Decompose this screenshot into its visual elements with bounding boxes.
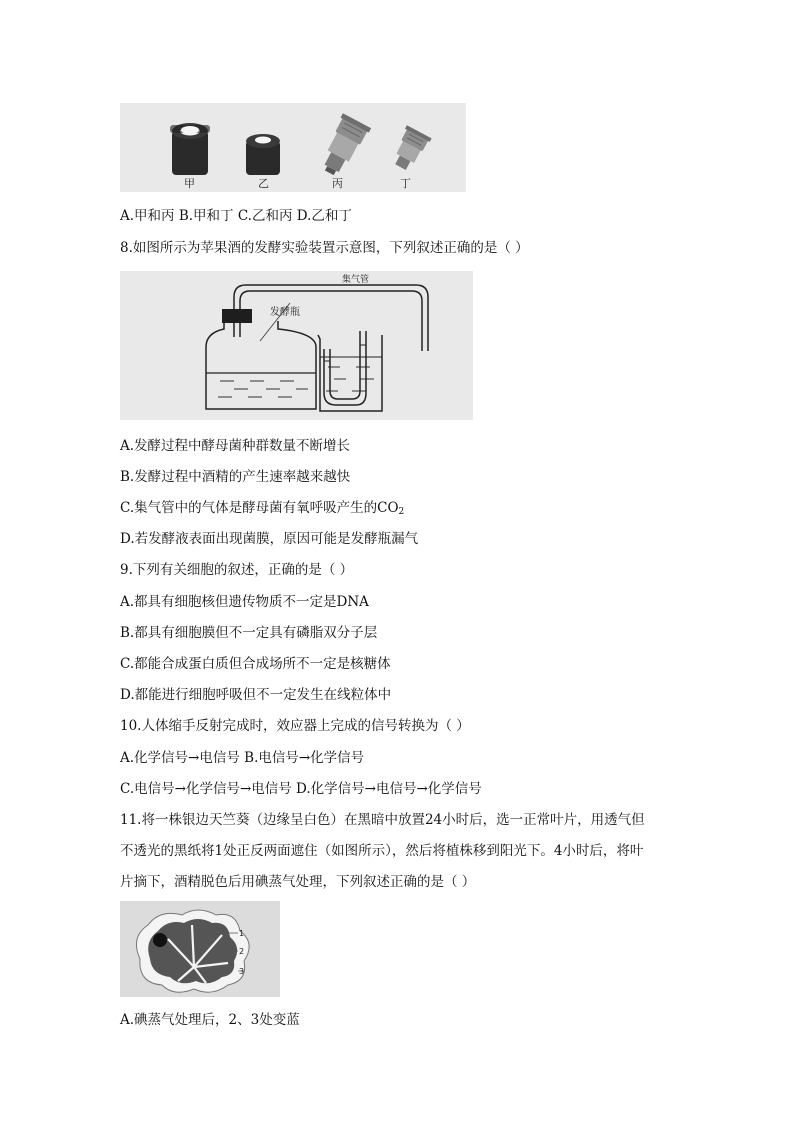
q11-stem-line1: 11.将一株银边天竺葵（边缘呈白色）在黑暗中放置24小时后，选一正常叶片，用透气但 bbox=[120, 812, 645, 828]
figure-fermentation-apparatus bbox=[120, 271, 473, 420]
q8-option-d: D.若发酵液表面出现菌膜，原因可能是发酵瓶漏气 bbox=[120, 531, 419, 547]
q9-stem: 9.下列有关细胞的叙述，正确的是（ ） bbox=[120, 562, 354, 578]
figure-leaf bbox=[120, 901, 280, 997]
label-ding: 丁 bbox=[400, 177, 411, 190]
label-yi: 乙 bbox=[258, 177, 269, 190]
q8-option-a: A.发酵过程中酵母菌种群数量不断增长 bbox=[120, 438, 351, 454]
q11-option-a: A.碘蒸气处理后，2、3处变蓝 bbox=[120, 1012, 300, 1028]
q7-options: A.甲和丙 B.甲和丁 C.乙和丙 D.乙和丁 bbox=[120, 208, 352, 224]
q10-options-ab: A.化学信号→电信号 B.电信号→化学信号 bbox=[120, 750, 365, 766]
q11-stem-line3: 片摘下，酒精脱色后用碘蒸气处理，下列叙述正确的是（ ） bbox=[120, 874, 476, 890]
q11-stem-line2: 不透光的黑纸将1处正反两面遮住（如图所示），然后将植株移到阳光下。4小时后，将叶 bbox=[120, 843, 644, 859]
leaf-label-1: 1 bbox=[239, 929, 245, 938]
leaf-label-3: 3 bbox=[239, 967, 245, 976]
q9-option-d: D.都能进行细胞呼吸但不一定发生在线粒体中 bbox=[120, 687, 392, 703]
objective-ding-icon bbox=[388, 125, 432, 173]
label-tube: 集气管 bbox=[342, 275, 370, 285]
label-bing: 丙 bbox=[332, 177, 343, 190]
q8-option-b: B.发酵过程中酒精的产生速率越来越快 bbox=[120, 469, 351, 485]
q9-option-a: A.都具有细胞核但遗传物质不一定是DNA bbox=[120, 594, 369, 610]
eyepiece-yi-icon bbox=[246, 134, 280, 175]
q10-options-cd: C.电信号→化学信号→电信号 D.化学信号→电信号→化学信号 bbox=[120, 781, 482, 797]
q10-stem: 10.人体缩手反射完成时，效应器上完成的信号转换为（ ） bbox=[120, 718, 470, 734]
q8-option-c-text: C.集气管中的气体是酵母菌有氧呼吸产生的CO bbox=[120, 500, 399, 516]
label-bottle: 发酵瓶 bbox=[270, 307, 300, 318]
q9-option-c: C.都能合成蛋白质但合成场所不一定是核糖体 bbox=[120, 656, 391, 672]
q8-option-c-subscript: 2 bbox=[398, 507, 405, 517]
q8-stem: 8.如图所示为苹果酒的发酵实验装置示意图，下列叙述正确的是（ ） bbox=[120, 240, 529, 256]
gas-collection-tube-icon bbox=[324, 331, 366, 405]
objective-bing-icon bbox=[315, 113, 371, 180]
eyepiece-jia-icon bbox=[170, 123, 210, 175]
fermentation-bottle-icon bbox=[180, 309, 316, 409]
figure-lenses bbox=[120, 103, 466, 192]
leaf-label-2: 2 bbox=[239, 947, 245, 956]
q9-option-b: B.都具有细胞膜但不一定具有磷脂双分子层 bbox=[120, 625, 378, 641]
q8-option-c bbox=[120, 499, 404, 521]
label-jia: 甲 bbox=[184, 177, 195, 190]
